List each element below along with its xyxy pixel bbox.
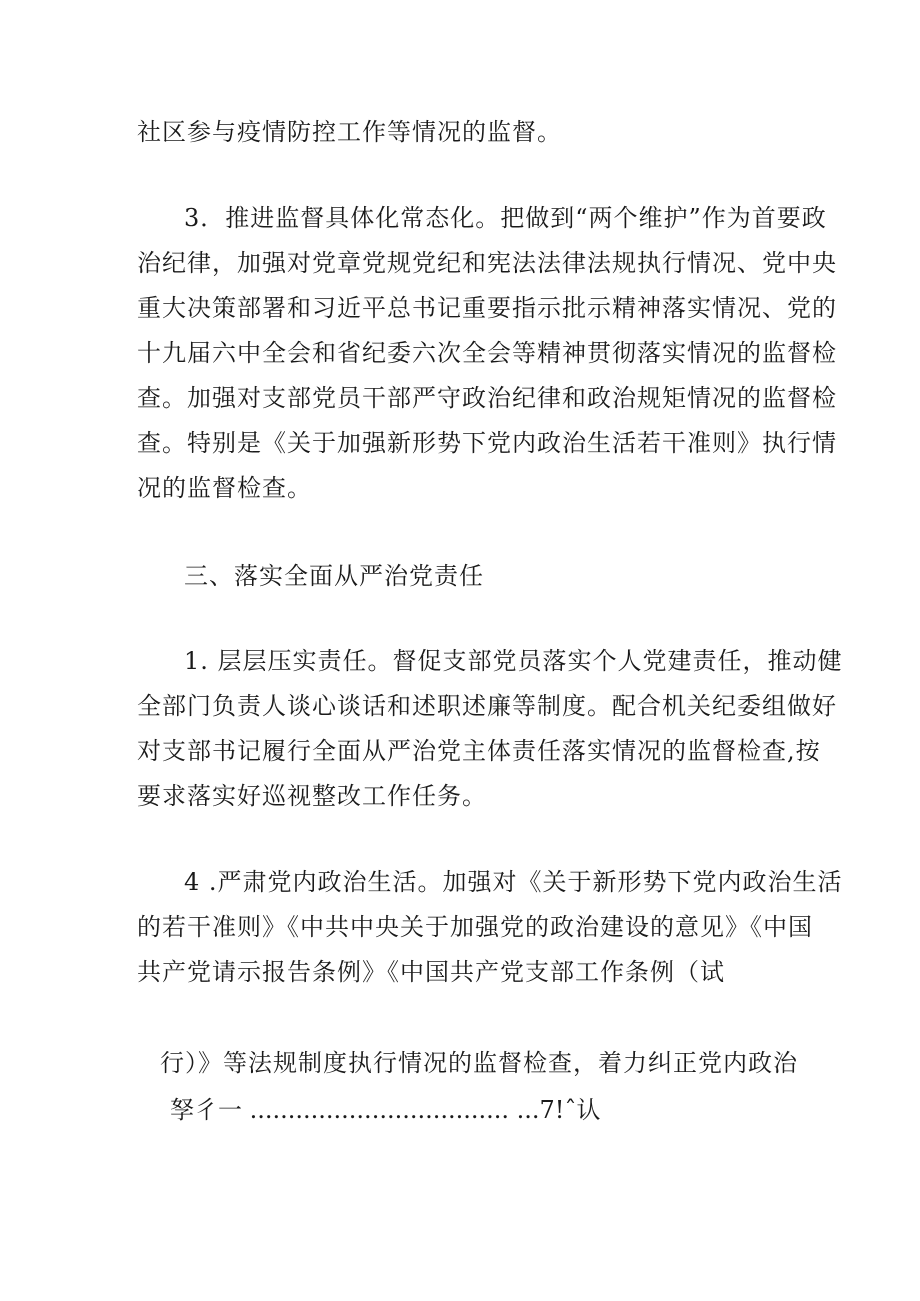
paragraph-4-line: 行）》等法规制度执行情况的监督检查，着力纠正党内政治 (160, 1049, 798, 1077)
paragraph-3-line: 查。特别是《关于加强新形势下党内政治生活若干准则》执行情 (137, 429, 837, 457)
paragraph-3-line: 重大决策部署和习近平总书记重要指示批示精神落实情况、党的 (137, 294, 837, 322)
paragraph-3-line: 况的监督检查。 (137, 474, 312, 502)
section-heading: 三、落实全面从严治党责任 (184, 562, 484, 590)
paragraph-3-line: 十九届六中全会和省纪委六次全会等精神贯彻落实情况的监督检 (137, 339, 837, 367)
paragraph-1-line: 全部门负责人谈心谈话和述职述廉等制度。配合机关纪委组做好 (137, 692, 837, 720)
paragraph-1-line: 要求落实好巡视整改工作任务。 (137, 782, 487, 810)
paragraph-1-line: 1. 层层压实责任。督促支部党员落实个人党建责任，推动健 (184, 647, 843, 675)
paragraph-4-line: 共产党请示报告条例》《中国共产党支部工作条例（试 (137, 958, 725, 986)
paragraph-4-line: 的若干准则》《中共中央关于加强党的政治建设的意见》《中国 (137, 913, 813, 941)
garbled-footer-line: 孥彳一 .................................. ...7!ˆ认 (170, 1096, 601, 1124)
paragraph-4-line: 4 .严肃党内政治生活。加强对《关于新形势下党内政治生活 (184, 868, 843, 896)
text-line: 社区参与疫情防控工作等情况的监督。 (137, 118, 562, 146)
paragraph-3-line: 治纪律，加强对党章党规党纪和宪法法律法规执行情况、党中央 (137, 249, 837, 277)
paragraph-3-line: 3．推进监督具体化常态化。把做到“两个维护”作为首要政 (184, 204, 827, 232)
paragraph-3-line: 查。加强对支部党员干部严守政治纪律和政治规矩情况的监督检 (137, 384, 837, 412)
paragraph-1-line: 对支部书记履行全面从严治党主体责任落实情况的监督检查,按 (137, 737, 821, 765)
